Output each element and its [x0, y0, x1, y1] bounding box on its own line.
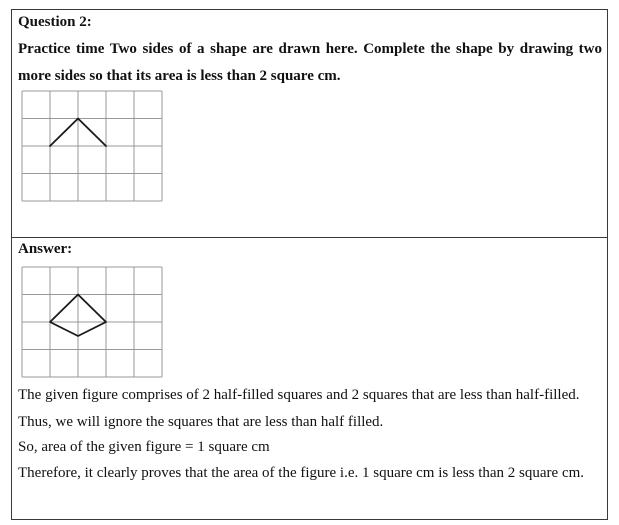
answer-line-1: The given figure comprises of 2 half-filled squares and 2 squares that are less than half-filled.: [18, 387, 580, 403]
answer-box: [11, 237, 608, 520]
answer-line-3: So, area of the given figure = 1 square cm: [18, 439, 270, 455]
grid-lines: [22, 91, 162, 201]
answer-line-4: Therefore, it clearly proves that the area of the figure i.e. 1 square cm is less than 2 square cm.: [18, 465, 585, 481]
question-title: Question 2:: [18, 14, 92, 30]
answer-grid-figure: [21, 266, 163, 378]
answer-line-2: Thus, we will ignore the squares that are less than half filled.: [18, 414, 384, 430]
question-grid-figure: [21, 90, 163, 202]
answer-title: Answer:: [18, 241, 73, 257]
question-box: [11, 9, 608, 238]
question-text: Practice time Two sides of a shape are drawn here. Complete the shape by drawing two more sides so that its area is less than 2 square cm.: [18, 41, 602, 84]
grid-lines: [22, 267, 162, 377]
